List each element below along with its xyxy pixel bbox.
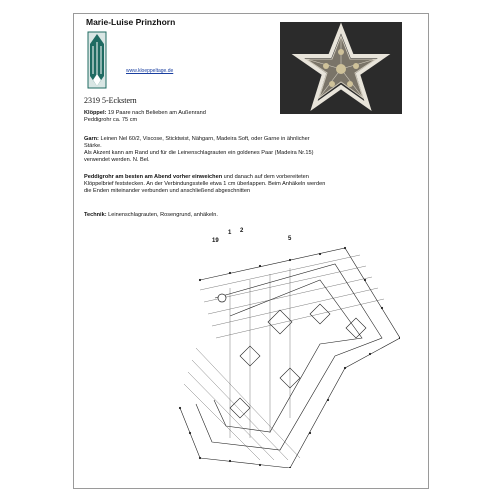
peddig-text-1: und danach auf dem vorbereiteten	[222, 174, 309, 180]
kloeppel-section	[84, 110, 396, 124]
technik-label: Technik:	[84, 212, 107, 218]
peddig-text-3: die Enden miteinander verbunden und anschließend abgeschnitten	[84, 188, 251, 194]
peddigrohr-section	[84, 174, 396, 195]
website-link[interactable]: www.kloeppeltage.de	[126, 68, 174, 74]
peddig-label: Peddigrohr am besten am Abend vorher einweichen	[84, 174, 223, 180]
pair-number-1: 1	[228, 230, 232, 236]
garn-text-2: Stärke.	[84, 143, 102, 149]
technik-text: Leinenschlagrauten, Rosengrund, anhäkeln.	[106, 212, 218, 218]
garn-text-3: Als Akzent kann am Rand und für die Leinenschlagrauten ein goldenes Paar (Madeira Nr.15)	[84, 150, 314, 156]
pattern-sheet	[73, 13, 429, 489]
garn-section	[84, 136, 396, 164]
garn-text-1: Leinen Nel 60/2, Viscose, Sticktwist, Nähgarn, Madeira Soft, oder Garne in ähnlicher	[98, 136, 310, 142]
pattern-title: 2319 5-Eckstern	[84, 96, 137, 105]
logo-icon	[84, 30, 110, 90]
kloeppel-label: Klöppel:	[84, 110, 107, 116]
author-name: Marie-Luise Prinzhorn	[86, 17, 176, 27]
star-lace-photo	[280, 22, 402, 114]
peddig-text-2: Klöppelbrief feststecken. An der Verbindungsstelle etwa 1 cm überlappen. Beim Anhäkeln werden	[84, 181, 326, 187]
kloeppel-text-2: Peddigrohr ca. 75 cm	[84, 117, 138, 123]
kloeppel-text: 19 Paare nach Belieben am Außenrand	[106, 110, 206, 116]
pricking-diagram	[170, 228, 400, 468]
pair-number-19: 19	[212, 238, 219, 244]
garn-text-4: verwendet werden. N. Bel.	[84, 157, 150, 163]
bobbin-lace-pricking	[170, 228, 400, 468]
pair-number-5: 5	[288, 236, 292, 242]
technik-section	[84, 212, 396, 219]
garn-label: Garn:	[84, 136, 99, 142]
pair-number-2: 2	[240, 228, 244, 234]
